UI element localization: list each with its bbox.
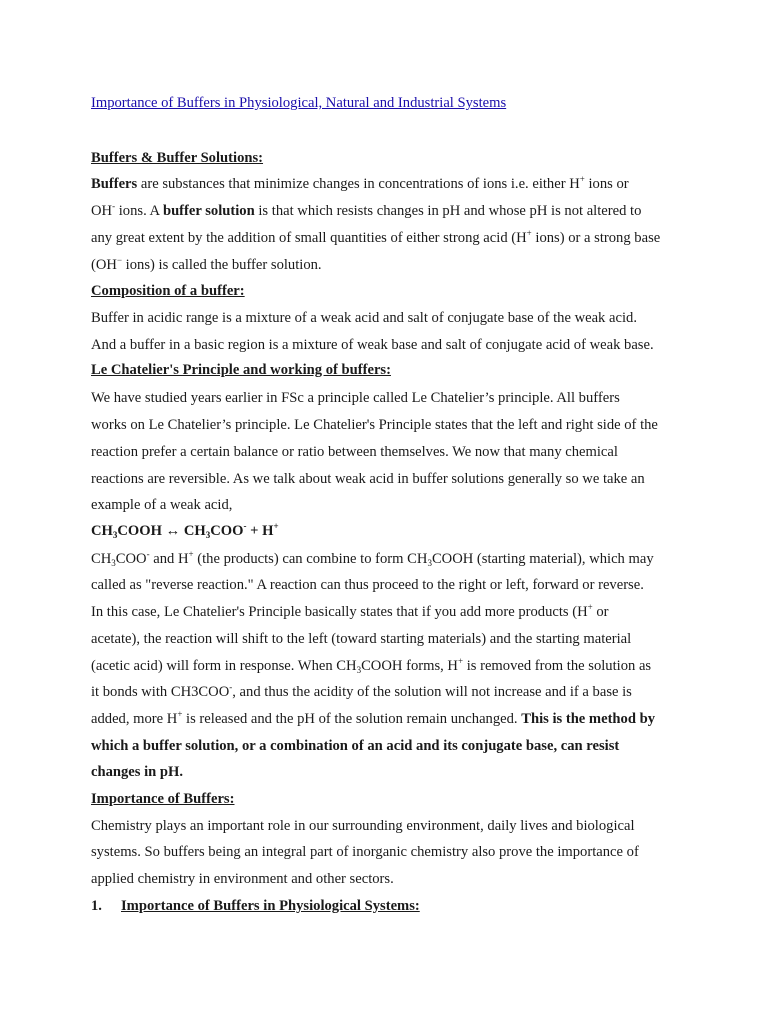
superscript: + [188, 549, 194, 559]
text-span: is that which resists changes in pH and whose pH is not altered to [254, 203, 642, 219]
text-span: any great extent by the addition of small quantities of either strong acid (H [91, 230, 527, 246]
subscript: 3 [427, 558, 432, 568]
text-span: + H [246, 523, 274, 539]
text-span: CH [91, 523, 113, 539]
text-span: , and thus the acidity of the solution will not increase and if a base is [232, 684, 632, 700]
text-span: ions) is called the buffer solution. [122, 257, 322, 273]
subscript: 3 [356, 665, 362, 675]
paragraph-line [91, 683, 632, 701]
heading-composition: Composition of a buffer: [91, 283, 245, 299]
text-span: COO [115, 551, 147, 567]
text-span: COOH (starting material), which may [431, 551, 654, 567]
text-span: COO [210, 523, 244, 539]
text-span: ions. A [115, 203, 163, 219]
text-span: (the products) can combine to form CH [193, 551, 428, 567]
bold-term: buffer solution [162, 203, 255, 219]
heading-importance: Importance of Buffers: [91, 791, 235, 807]
superscript: − [116, 255, 123, 265]
paragraph-line [91, 657, 651, 675]
text-span: (acetic acid) will form in response. When CH [91, 658, 357, 674]
title-link[interactable]: Importance of Buffers in Physiological, Natural and Industrial Systems [91, 95, 507, 111]
paragraph-line: reactions are reversible. As we talk about weak acid in buffer solutions generally so we take an [91, 471, 645, 487]
paragraph-line [91, 175, 629, 193]
text-span: it bonds with CH3COO [91, 684, 230, 700]
paragraph-line: works on Le Chatelier’s principle. Le Chatelier's Principle states that the left and right side of the [91, 417, 658, 433]
heading-le-chatelier: Le Chatelier's Principle and working of buffers: [91, 362, 391, 378]
paragraph-line: Chemistry plays an important role in our surrounding environment, daily lives and biological [91, 818, 635, 834]
text-span: is removed from the solution as [463, 658, 652, 674]
bold-text: This is the method by [521, 711, 656, 727]
text-span: OH [91, 203, 113, 219]
text-span: CH [91, 551, 112, 567]
superscript: + [587, 602, 593, 612]
paragraph-line: And a buffer in a basic region is a mixture of weak base and salt of conjugate acid of weak base. [91, 337, 654, 353]
text-span: is released and the pH of the solution remain unchanged. [182, 711, 522, 727]
paragraph-line: We have studied years earlier in FSc a principle called Le Chatelier’s principle. All buffers [91, 390, 620, 406]
paragraph-line: which a buffer solution, or a combination of an acid and its conjugate base, can resist [91, 738, 620, 754]
text-span: are substances that minimize changes in concentrations of ions i.e. either H [137, 176, 580, 192]
text-span: ions) or a strong base [531, 230, 661, 246]
bold-term: Buffers [91, 176, 138, 192]
subscript: 3 [205, 530, 211, 540]
superscript: - [146, 549, 150, 559]
superscript: + [273, 521, 279, 531]
text-span: (OH [91, 257, 117, 273]
paragraph-line: applied chemistry in environment and other sectors. [91, 871, 394, 887]
superscript: + [579, 174, 585, 184]
text-span: ions or [584, 176, 629, 192]
paragraph-line: example of a weak acid, [91, 497, 233, 513]
paragraph-line: called as "reverse reaction." A reaction can thus proceed to the right or left, forward or reverse. [91, 577, 644, 593]
paragraph-line: systems. So buffers being an integral part of inorganic chemistry also prove the importance of [91, 844, 639, 860]
superscript: - [112, 201, 116, 211]
text-span: added, more H [91, 711, 178, 727]
paragraph-line [91, 256, 322, 274]
superscript: + [177, 709, 183, 719]
text-span: COOH ↔ CH [117, 523, 206, 539]
list-number: 1. [91, 898, 102, 914]
text-span: and H [149, 551, 189, 567]
paragraph-line [91, 229, 660, 247]
superscript: - [229, 682, 233, 692]
subscript: 3 [111, 558, 116, 568]
superscript: + [457, 656, 464, 666]
list-heading: Importance of Buffers in Physiological Systems: [121, 898, 420, 914]
paragraph-line [91, 202, 641, 220]
paragraph-line [91, 550, 654, 568]
superscript: + [526, 228, 532, 238]
paragraph-line: Buffer in acidic range is a mixture of a weak acid and salt of conjugate base of the weak acid. [91, 310, 637, 326]
text-span: COOH forms, H [361, 658, 458, 674]
text-span: or [592, 604, 609, 620]
equation [91, 522, 279, 540]
subscript: 3 [112, 530, 118, 540]
paragraph-line: changes in pH. [91, 764, 184, 780]
paragraph-line [91, 603, 609, 621]
heading-buffers: Buffers & Buffer Solutions: [91, 150, 264, 166]
text-span: In this case, Le Chatelier's Principle basically states that if you add more products (H [91, 604, 588, 620]
paragraph-line [91, 710, 655, 728]
paragraph-line: reaction prefer a certain balance or ratio between themselves. We now that many chemical [91, 444, 618, 460]
superscript: - [243, 521, 247, 531]
paragraph-line: acetate), the reaction will shift to the left (toward starting materials) and the starting material [91, 631, 632, 647]
